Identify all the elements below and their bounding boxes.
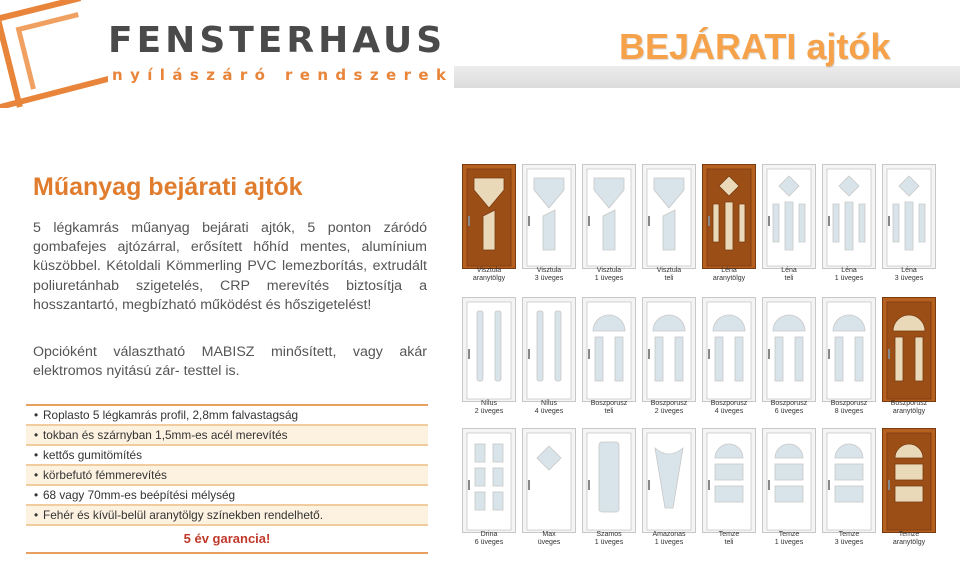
door-thumbnail	[882, 297, 942, 402]
logo-name: FENSTERHAUS	[108, 20, 447, 61]
door-icon	[522, 164, 576, 269]
door-thumbnail	[522, 164, 582, 269]
door-thumbnail	[822, 297, 882, 402]
door-caption	[874, 400, 944, 416]
door-caption	[874, 531, 944, 547]
door-variant: 4 üveges	[534, 408, 564, 415]
door-model-name: Boszporusz	[830, 400, 868, 407]
door-icon	[462, 297, 516, 402]
feature-item: • Roplasto 5 légkamrás profil, 2,8mm falvastagság	[26, 406, 428, 426]
door-icon	[822, 297, 876, 402]
feature-item: • körbefutó fémmerevítés	[26, 466, 428, 486]
window-frame-logo-icon	[0, 0, 110, 108]
fensterhaus-logo	[0, 0, 454, 110]
door-icon	[582, 297, 636, 402]
door-caption	[874, 267, 944, 283]
door-variant: 1 üveges	[834, 275, 864, 282]
door-icon	[582, 428, 636, 533]
door-thumbnail	[822, 428, 882, 533]
feature-item: • kettős gumitömítés	[26, 446, 428, 466]
door-model-name: Boszporusz	[770, 400, 808, 407]
door-icon	[642, 164, 696, 269]
feature-text: 68 vagy 70mm-es beépítési mélység	[43, 488, 236, 502]
door-variant: aranytölgy	[892, 408, 926, 415]
door-thumbnail	[762, 164, 822, 269]
door-icon	[822, 428, 876, 533]
door-thumbnail	[702, 164, 762, 269]
section-title: Műanyag bejárati ajtók	[33, 173, 303, 201]
door-variant: teli	[724, 539, 734, 546]
feature-item: • tokban és szárnyban 1,5mm-es acél merevítés	[26, 426, 428, 446]
door-icon	[642, 428, 696, 533]
door-thumbnail	[642, 164, 702, 269]
door-variant: 2 üveges	[474, 408, 504, 415]
door-model-name: Visztula	[536, 267, 562, 274]
door-thumbnail	[882, 428, 942, 533]
feature-item: • 68 vagy 70mm-es beépítési mélység	[26, 486, 428, 506]
door-thumbnail	[522, 297, 582, 402]
door-model-name: Temze	[898, 531, 920, 538]
option-paragraph: Opcióként választható MABISZ minősített, vagy akár elektromos nyitású zár- testtel is.	[33, 344, 427, 380]
door-variant: 3 üveges	[534, 275, 564, 282]
door-model-name: Nílus	[481, 400, 497, 407]
door-thumbnail	[762, 297, 822, 402]
door-model-name: Boszporusz	[650, 400, 688, 407]
door-icon	[522, 297, 576, 402]
door-variant: aranytölgy	[892, 539, 926, 546]
door-icon	[762, 428, 816, 533]
door-model-name: Visztula	[596, 267, 622, 274]
door-model-name: Visztula	[476, 267, 502, 274]
door-model-name: Boszporusz	[710, 400, 748, 407]
door-model-name: Temze	[718, 531, 740, 538]
door-thumbnail	[582, 164, 642, 269]
door-gallery	[458, 160, 960, 562]
door-variant: teli	[604, 408, 614, 415]
door-variant: 1 üveges	[594, 539, 624, 546]
door-model-name: Nílus	[541, 400, 557, 407]
door-icon	[702, 297, 756, 402]
door-variant: üveges	[537, 539, 561, 546]
logo-tagline: nyílászáró rendszerek	[112, 66, 454, 84]
door-icon	[822, 164, 876, 269]
door-model-name: Léna	[901, 267, 917, 274]
door-model-name: Léna	[721, 267, 737, 274]
door-variant: 1 üveges	[654, 539, 684, 546]
door-thumbnail	[702, 297, 762, 402]
door-model-name: Boszporusz	[890, 400, 928, 407]
feature-text: körbefutó fémmerevítés	[43, 468, 167, 482]
page-title: BEJÁRATI ajtók	[619, 26, 891, 67]
door-model-name: Visztula	[656, 267, 682, 274]
feature-text: tokban és szárnyban 1,5mm-es acél merevítés	[43, 428, 288, 442]
door-icon	[462, 428, 516, 533]
feature-list	[26, 404, 428, 554]
door-thumbnail	[642, 297, 702, 402]
door-thumbnail	[462, 164, 522, 269]
door-icon	[522, 428, 576, 533]
door-model-name: Boszporusz	[590, 400, 628, 407]
feature-text: Fehér és kívül-belül aranytölgy színekben rendelhető.	[43, 508, 324, 522]
door-icon	[762, 164, 816, 269]
door-thumbnail	[582, 297, 642, 402]
door-icon	[582, 164, 636, 269]
door-variant: 8 üveges	[834, 408, 864, 415]
door-variant: teli	[784, 275, 794, 282]
door-thumbnail	[642, 428, 702, 533]
door-thumbnail	[702, 428, 762, 533]
door-icon	[762, 297, 816, 402]
door-thumbnail	[822, 164, 882, 269]
door-model-name: Léna	[841, 267, 857, 274]
door-model-name: Drina	[480, 531, 498, 538]
door-icon	[882, 428, 936, 533]
door-icon	[702, 164, 756, 269]
door-model-name: Szamos	[596, 531, 622, 538]
door-icon	[882, 164, 936, 269]
door-thumbnail	[882, 164, 942, 269]
door-model-name: Temze	[838, 531, 860, 538]
door-thumbnail	[582, 428, 642, 533]
header-bar	[454, 66, 960, 88]
door-thumbnail	[522, 428, 582, 533]
door-variant: 2 üveges	[654, 408, 684, 415]
door-variant: 1 üveges	[774, 539, 804, 546]
door-variant: aranytölgy	[712, 275, 746, 282]
door-variant: aranytölgy	[472, 275, 506, 282]
door-thumbnail	[462, 297, 522, 402]
door-model-name: Temze	[778, 531, 800, 538]
intro-paragraph: 5 légkamrás műanyag bejárati ajtók, 5 ponton záródó gombafejes ajtózárral, erősített hőhíd mentes, alumínium küszöbbel. Kétoldali Kömmerling PVC lemezborítás, extrudált poliuretánhab szigetelés, CRP merevítés biztosítja a hosszantartó, megbízható működést és hőszigetelést!	[33, 220, 427, 313]
door-icon	[462, 164, 516, 269]
door-variant: 3 üveges	[834, 539, 864, 546]
door-icon	[702, 428, 756, 533]
door-model-name: Léna	[781, 267, 797, 274]
guarantee-banner: 5 év garancia!	[26, 526, 428, 554]
feature-text: Roplasto 5 légkamrás profil, 2,8mm falvastagság	[43, 408, 299, 422]
door-thumbnail	[462, 428, 522, 533]
door-icon	[882, 297, 936, 402]
door-icon	[642, 297, 696, 402]
door-variant: 6 üveges	[474, 539, 504, 546]
door-variant: 3 üveges	[894, 275, 924, 282]
door-model-name: Amazonas	[652, 531, 686, 538]
door-variant: 4 üveges	[714, 408, 744, 415]
door-variant: teli	[664, 275, 674, 282]
feature-text: kettős gumitömítés	[43, 448, 143, 462]
door-variant: 1 üveges	[594, 275, 624, 282]
door-model-name: Max	[542, 531, 556, 538]
feature-item: • Fehér és kívül-belül aranytölgy színekben rendelhető.	[26, 506, 428, 526]
door-variant: 6 üveges	[774, 408, 804, 415]
door-thumbnail	[762, 428, 822, 533]
